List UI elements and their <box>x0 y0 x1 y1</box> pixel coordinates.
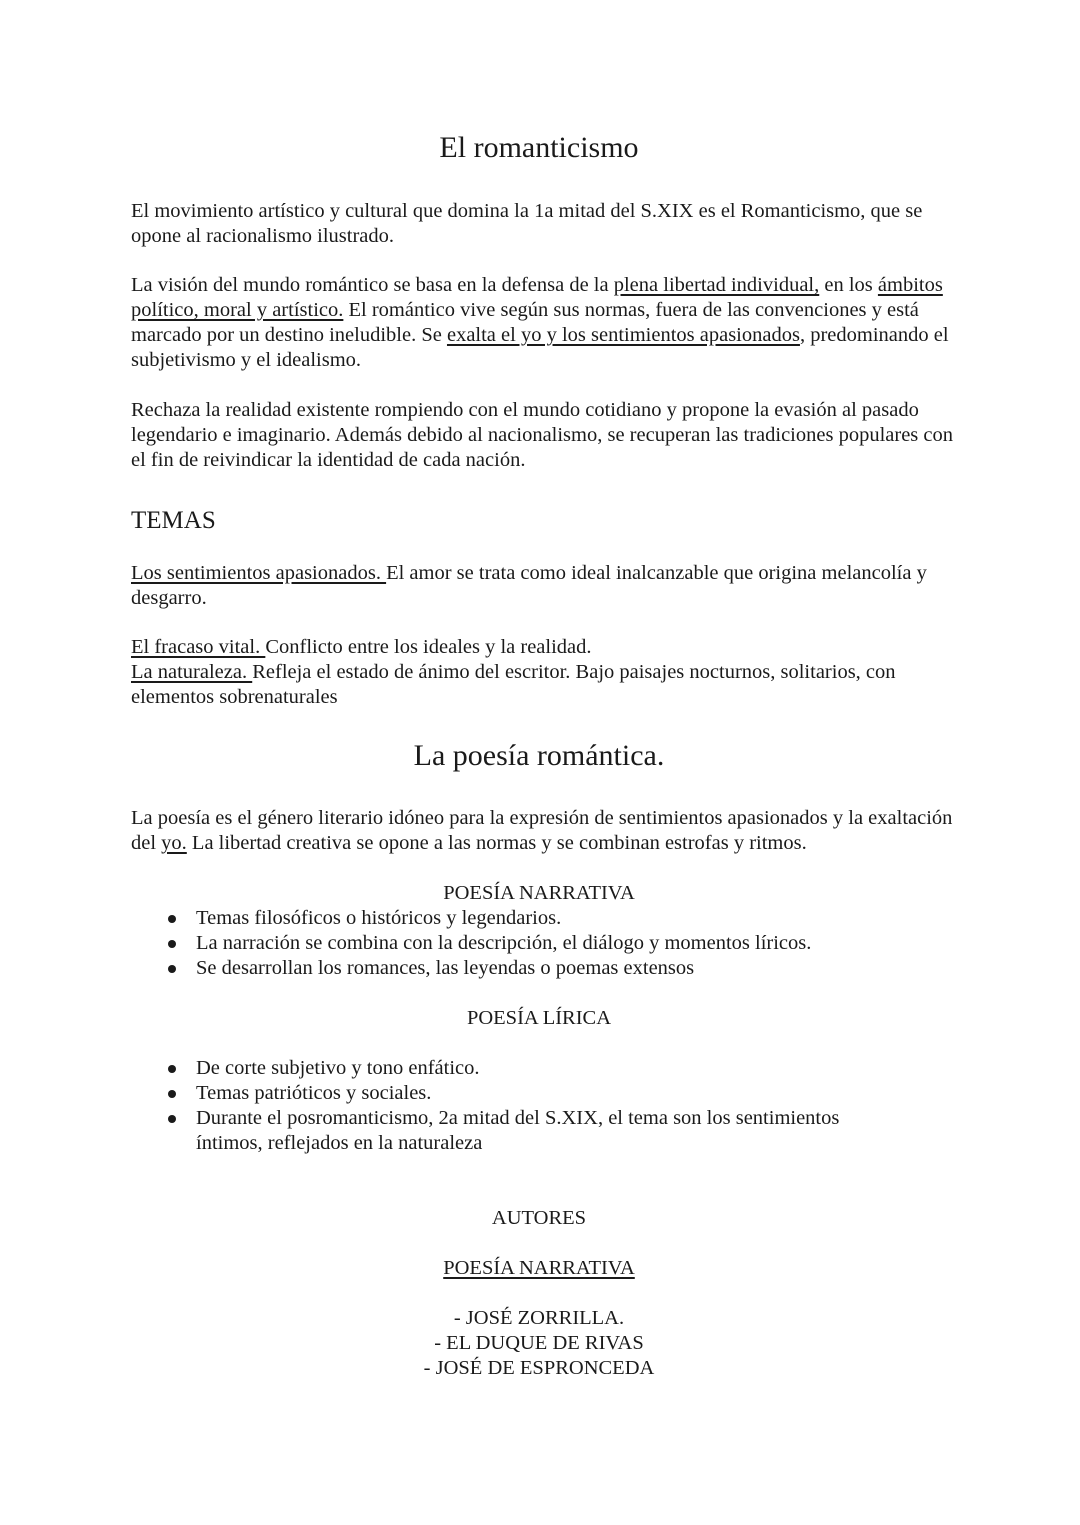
bullet-icon <box>168 940 176 948</box>
poesia-lirica-list <box>131 1056 961 1156</box>
underlined-phrase: exalta el yo y los sentimientos apasionados <box>446 324 800 346</box>
list-item: Temas filosóficos o históricos y legendarios. <box>131 906 961 931</box>
intro-paragraph-2: La visión del mundo romántico se basa en la defensa de la plena libertad individual, en los ámbitos político, moral y artístico. El romántico vive según sus normas, fuera de las convenciones y está marcado por un destino ineludible. Se exalta el yo y los sentimientos apasionados, predominando el subjetivismo y el idealismo. <box>131 274 949 371</box>
bullet-icon <box>168 1090 176 1098</box>
underlined-word: yo. <box>161 832 187 854</box>
bullet-icon <box>168 965 176 973</box>
bullet-icon <box>168 1115 176 1123</box>
autores-label: AUTORES <box>491 1207 587 1229</box>
temas-heading: TEMAS <box>131 507 216 534</box>
underlined-phrase: plena libertad individual, <box>613 274 820 296</box>
tema-fracaso: El fracaso vital. Conflicto entre los ideales y la realidad. <box>131 636 592 658</box>
poesia-intro: La poesía es el género literario idóneo para la expresión de sentimientos apasionados y la exaltación del yo. La libertad creativa se opone a las normas y se combinan estrofas y ritmos. <box>131 807 953 854</box>
tema-label: La naturaleza. <box>131 661 253 683</box>
poesia-lirica-label: POESÍA LÍRICA <box>466 1007 612 1029</box>
list-item: - JOSÉ ZORRILLA. <box>453 1307 625 1329</box>
poesia-narrativa-list <box>131 906 961 981</box>
poesia-narrativa-label: POESÍA NARRATIVA <box>443 882 635 904</box>
list-item: Se desarrollan los romances, las leyendas o poemas extensos <box>131 956 961 981</box>
poesia-title: La poesía romántica. <box>413 739 665 772</box>
underlined-phrase: ámbitos político, moral y artístico. <box>131 274 943 321</box>
intro-paragraph-3: Rechaza la realidad existente rompiendo con el mundo cotidiano y propone la evasión al pasado legendario e imaginario. Además debido al nacionalismo, se recuperan las tradiciones populares con el fin de reivindicar la identidad de cada nación. <box>131 399 953 471</box>
bullet-icon <box>168 1065 176 1073</box>
tema-sentimientos: Los sentimientos apasionados. El amor se trata como ideal inalcanzable que origina melancolía y desgarro. <box>131 562 927 609</box>
bullet-icon <box>168 915 176 923</box>
list-item: - EL DUQUE DE RIVAS <box>434 1332 644 1354</box>
tema-label: Los sentimientos apasionados. <box>131 562 387 584</box>
list-item: La narración se combina con la descripción, el diálogo y momentos líricos. <box>131 931 961 956</box>
list-item: - JOSÉ DE ESPRONCEDA <box>423 1357 655 1379</box>
list-item: De corte subjetivo y tono enfático. <box>131 1056 961 1081</box>
autores-sublabel: POESÍA NARRATIVA <box>443 1257 635 1279</box>
autores-list <box>131 1306 947 1381</box>
intro-paragraph-1: El movimiento artístico y cultural que domina la 1a mitad del S.XIX es el Romanticismo, que se opone al racionalismo ilustrado. <box>131 200 923 247</box>
page-title: El romanticismo <box>439 131 639 164</box>
tema-naturaleza: La naturaleza. Refleja el estado de ánimo del escritor. Bajo paisajes nocturnos, solitarios, con elementos sobrenaturales <box>131 661 896 708</box>
tema-label: El fracaso vital. <box>131 636 266 658</box>
list-item: Temas patrióticos y sociales. <box>131 1081 961 1106</box>
list-item: Durante el posromanticismo, 2a mitad del S.XIX, el tema son los sentimientos íntimos, reflejados en la naturaleza <box>131 1106 961 1156</box>
